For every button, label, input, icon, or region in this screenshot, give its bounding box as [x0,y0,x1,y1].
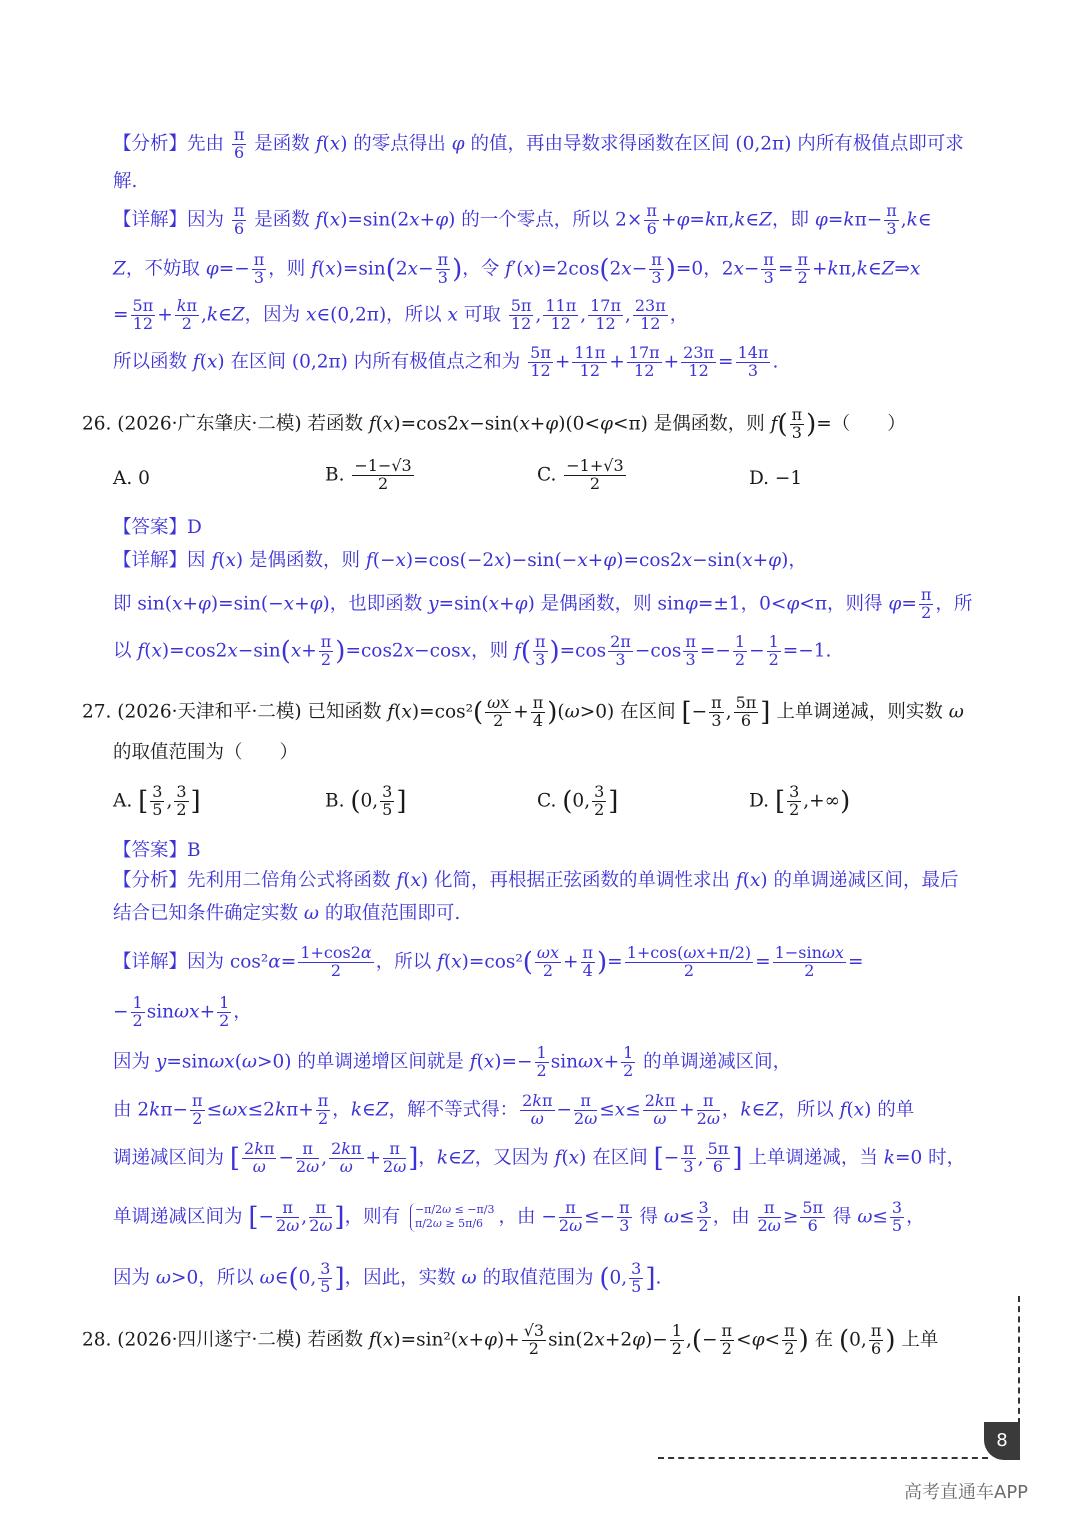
q27-analysis-line-2: 结合已知条件确定实数 ω 的取值范围即可. [113,903,461,924]
q25-detail-line-3: = $\frac{5\pi}{12}$ + $\frac{k\pi}{2}$ ,k∈Z，因为 x∈(0,2π)，所以 x 可取 $\frac{5\pi}{12}$ , $\frac{11\pi}{12}$ , $\frac{17\pi}{12}$ , $\frac{23\pi}{12}$ ， [113,296,689,333]
q27-detail-line-3: 因为 y=sinωx(ω>0) 的单调递增区间就是 f(x)=− $\frac{1}{2}$ sinωx+ $\frac{1}{2}$ 的单调递减区间， [113,1043,792,1080]
q27-option-b[interactable]: B. (0, $\frac{3}{5}$ ] [325,782,407,819]
q27-analysis-line-1: 【分析】先利用二倍角公式将函数 f(x) 化简，再根据正弦函数的单调性求出 f(x) 的单调递减区间，最后 [113,870,959,891]
q27-detail-line-1: 【详解】因为 cos²α= $\frac{1+\cos 2\alpha}{2}$ ，所以 f(x)=cos²( $\frac{\omega x}{2}$ + $\frac{\pi}{4}$ )= $\frac{1+\cos(\omega x+\pi/2)}{2}$ = $\frac{1-\sin\omega x}{2}$ = [113,943,864,980]
q25-analysis-line-2: 解. [113,171,138,192]
q27-option-c[interactable]: C. (0, $\frac{3}{2}$ ] [537,782,619,819]
q26-option-c[interactable]: C. $\frac{-1+√3}{2}$ [537,456,624,493]
q27-detail-line-5: 调递减区间为 [ $\frac{2k\pi}{\omega}$ − $\frac{\pi}{2\omega}$ , $\frac{2k\pi}{\omega}$ + $\frac{\pi}{2\omega}$ ]，k∈Z，又因为 f(x) 在区间 [− $\frac{\pi}{3}$ , $\frac{5\pi}{6}$ ] 上单调递减，当 k=0 时， [113,1139,966,1176]
q27-detail-line-4: 由 2kπ− $\frac{\pi}{2}$ ≤ωx≤2kπ+ $\frac{\pi}{2}$ ，k∈Z，解不等式得： $\frac{2k\pi}{\omega}$ − $\frac{\pi}{2\omega}$ ≤x≤ $\frac{2k\pi}{\omega}$ + $\frac{\pi}{2\omega}$ ，k∈Z，所以 f(x) 的单 [113,1091,915,1128]
q27-stem-line-2: 的取值范围为（ ） [113,742,299,763]
q27-detail-line-7: 因为 ω>0，所以 ω∈(0, $\frac{3}{5}$ ]，因此，实数 ω 的取值范围为 (0, $\frac{3}{5}$ ]. [113,1259,662,1296]
page-border-vertical-dashes [1018,1296,1020,1424]
q26-stem: 26. (2026·广东肇庆·二模) 若函数 f(x)=cos2x−sin(x+φ)(0<φ<π) 是偶函数，则 f( $\frac{\pi}{3}$ )=（ ） [82,405,906,442]
watermark-text: 高考直通车APP [904,1482,1029,1503]
q26-answer: 【答案】D [113,517,202,538]
q25-detail-line-4: 所以函数 f(x) 在区间 (0,2π) 内所有极值点之和为 $\frac{5\pi}{12}$ + $\frac{11\pi}{12}$ + $\frac{17\pi}{12}$ + $\frac{23\pi}{12}$ = $\frac{14\pi}{3}$ . [113,343,779,380]
page-number: 8 [984,1422,1020,1460]
q27-detail-line-2: − $\frac{1}{2}$ sinωx+ $\frac{1}{2}$ ， [113,993,252,1030]
q27-stem-line-1: 27. (2026·天津和平·二模) 已知函数 f(x)=cos²( $\frac{\omega x}{2}$ + $\frac{\pi}{4}$ )(ω>0) 在区间 [− $\frac{\pi}{3}$ , $\frac{5\pi}{6}$ ] 上单调递减，则实数 ω [82,693,964,730]
q27-answer: 【答案】B [113,840,201,861]
q27-detail-line-6: 单调递减区间为 [− $\frac{\pi}{2\omega}$ , $\frac{\pi}{2\omega}$ ]，则有 −π/2ω ≤ −π/3 π/2ω ≥ 5π/6 ，由 − $\frac{\pi}{2\omega}$ ≤− $\frac{\pi}{3}$ 得 ω≤ $\frac{3}{2}$ ，由 $\frac{\pi}{2\omega}$ ≥ $\frac{5\pi}{6}$ 得 ω≤ $\frac{3}{5}$ ， [113,1198,925,1235]
q26-option-b[interactable]: B. $\frac{-1-√3}{2}$ [325,456,412,493]
q25-detail-line-2: Z，不妨取 φ=− $\frac{\pi}{3}$ ，则 f(x)=sin(2x− $\frac{\pi}{3}$ )，令 f′(x)=2cos(2x− $\frac{\pi}{3}$ )=0，2x− $\frac{\pi}{3}$ = $\frac{\pi}{2}$ +kπ,k∈Z⇒x [113,250,921,287]
q27-option-a[interactable]: A. [ $\frac{3}{5}$ , $\frac{3}{2}$ ] [113,782,201,819]
q25-analysis-line-1: 【分析】先由 $\frac{\pi}{6}$ 是函数 f(x) 的零点得出 φ 的值，再由导数求得函数在区间 (0,2π) 内所有极值点即可求 [113,125,964,162]
q27-option-d[interactable]: D. [ $\frac{3}{2}$ ,+∞) [749,782,851,819]
q26-option-d[interactable]: D. −1 [749,468,803,489]
q26-detail-line-1: 【详解】因 f(x) 是偶函数，则 f(−x)=cos(−2x)−sin(−x+φ)=cos2x−sin(x+φ)， [113,550,807,571]
q26-option-a[interactable]: A. 0 [113,468,150,489]
q28-stem: 28. (2026·四川遂宁·二模) 若函数 f(x)=sin²(x+φ)+ $\frac{√3}{2}$ sin(2x+2φ)− $\frac{1}{2}$ ,(− $\frac{\pi}{2}$ <φ< $\frac{\pi}{2}$ ) 在 (0, $\frac{\pi}{6}$ ) 上单 [82,1321,939,1358]
q26-detail-line-3: 以 f(x)=cos2x−sin(x+ $\frac{\pi}{2}$ )=cos2x−cosx，则 f( $\frac{\pi}{3}$ )=cos $\frac{2\pi}{3}$ −cos $\frac{\pi}{3}$ =− $\frac{1}{2}$ − $\frac{1}{2}$ =−1. [113,632,832,669]
q26-detail-line-2: 即 sin(x+φ)=sin(−x+φ)，也即函数 y=sin(x+φ) 是偶函数，则 sinφ=±1，0<φ<π，则得 φ= $\frac{\pi}{2}$ ，所 [113,585,973,622]
page-border-horizontal-dashes [658,1457,988,1459]
q25-detail-line-1: 【详解】因为 $\frac{\pi}{6}$ 是函数 f(x)=sin(2x+φ) 的一个零点，所以 2× $\frac{\pi}{6}$ +φ=kπ,k∈Z，即 φ=kπ− $\frac{\pi}{3}$ ,k∈ [113,201,932,238]
